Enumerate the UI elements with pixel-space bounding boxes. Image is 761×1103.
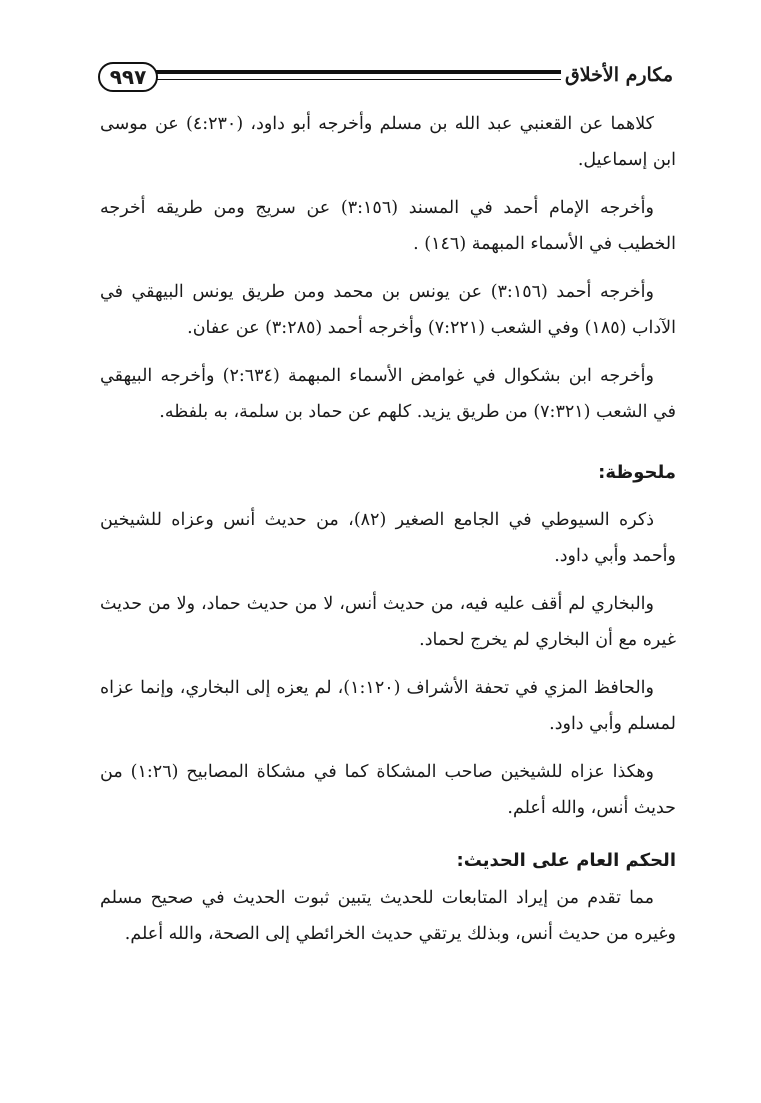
book-title: مكارم الأخلاق — [565, 64, 673, 86]
note-paragraph: وهكذا عزاه للشيخين صاحب المشكاة كما في مشكاة المصابيح (١:٢٦) من حديث أنس، والله أعلم. — [100, 762, 676, 818]
header-rule-thin — [156, 79, 561, 80]
paragraph: وأخرجه أحمد (٣:١٥٦) عن يونس بن محمد ومن طريق يونس البيهقي في الآداب (١٨٥) وفي الشعب (٧:٢٢١) وأخرجه أحمد (٣:٢٨٥) عن عفان. — [100, 282, 676, 338]
paragraph: وأخرجه الإمام أحمد في المسند (٣:١٥٦) عن سريج ومن طريقه أخرجه الخطيب في الأسماء المبهمة (١٤٦) . — [100, 198, 676, 254]
ruling-paragraph: مما تقدم من إيراد المتابعات للحديث يتبين ثبوت الحديث في صحيح مسلم وغيره من حديث أنس، وبذلك يرتقي حديث الخرائطي إلى الصحة، والله أعلم. — [100, 888, 676, 944]
paragraph: كلاهما عن القعنبي عبد الله بن مسلم وأخرجه أبو داود، (٤:٢٣٠) عن موسى ابن إسماعيل. — [100, 114, 676, 170]
note-paragraph: والحافظ المزي في تحفة الأشراف (١:١٢٠)، لم يعزه إلى البخاري، وإنما عزاه لمسلم وأبي داود. — [100, 678, 676, 734]
page-number-badge: ٩٩٧ — [98, 62, 158, 92]
ruling-heading: الحكم العام على الحديث: — [456, 850, 676, 871]
note-paragraph: ذكره السيوطي في الجامع الصغير (٨٢)، من حديث أنس وعزاه للشيخين وأحمد وأبي داود. — [100, 510, 676, 566]
paragraph: وأخرجه ابن بشكوال في غوامض الأسماء المبهمة (٢:٦٣٤) وأخرجه البيهقي في الشعب (٧:٣٢١) من طريق يزيد. كلهم عن حماد بن سلمة، به بلفظه. — [100, 366, 676, 422]
page-header — [98, 60, 673, 100]
note-heading: ملحوظة: — [598, 462, 676, 483]
note-paragraph: والبخاري لم أقف عليه فيه، من حديث أنس، لا من حديث حماد، ولا من حديث غيره مع أن البخاري لم يخرج لحماد. — [100, 594, 676, 650]
page-content — [100, 106, 676, 952]
header-rule-thick — [156, 70, 561, 74]
